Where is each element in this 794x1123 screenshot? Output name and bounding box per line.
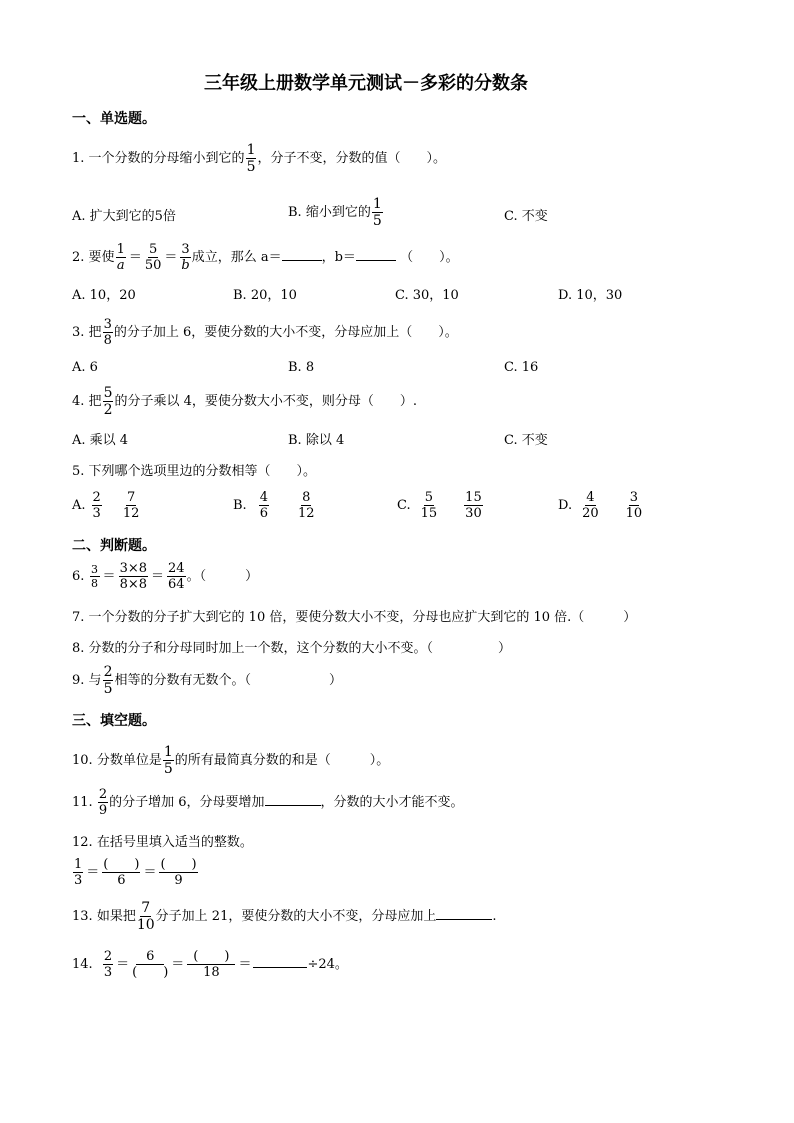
q1-option-a[interactable]: A. 扩大到它的5倍: [72, 209, 176, 224]
section-heading-single-choice: 一、单选题。: [72, 111, 156, 127]
question-5: [72, 465, 316, 478]
fraction: $\frac{1}{5}$: [246, 142, 256, 175]
q4-option-b[interactable]: B. 除以 4: [288, 433, 345, 448]
q2-option-d[interactable]: D. 10，30: [558, 288, 623, 303]
question-4: 4. 把 $\frac{5}{2}$ 的分子乘以 4，要使分数大小不变，则分母（ ）.: [72, 385, 418, 418]
section-heading-fill-blank: 三、填空题。: [72, 713, 156, 729]
question-number: 4.: [72, 394, 85, 409]
fraction: $\frac{3}{10}$: [625, 490, 643, 521]
question-12: [72, 836, 253, 849]
question-number: 2.: [72, 250, 85, 265]
fraction: $\frac{3}{8}$: [91, 563, 99, 590]
q1-option-b[interactable]: [288, 197, 384, 228]
fraction: $\frac{2}{3}$: [103, 949, 113, 980]
q5-option-c[interactable]: C. $\frac{5}{15}$ $\frac{15}{30}$: [397, 490, 482, 521]
question-14: 14. $\frac{2}{3}$ ＝ $\frac{6}{( )}$ ＝ $\frac{( )}{18}$ ＝ ÷24。: [72, 949, 348, 980]
question-text: 分数的分子和分母同时加上一个数，这个分数的大小不变。（ ）: [88, 641, 512, 656]
question-text: 要使: [88, 250, 115, 265]
option-text: B. 缩小到它的: [288, 205, 371, 220]
question-1: [72, 143, 446, 174]
question-6: 6. $\frac{3}{8}$ ＝ $\frac{3\times 8}{8\times 8}$ ＝ $\frac{24}{64}$ 。（ ）: [72, 561, 259, 592]
fraction: $\frac{7}{10}$: [136, 900, 155, 933]
fraction: $\frac{2}{9}$: [98, 787, 108, 818]
question-number: 3.: [72, 325, 85, 340]
q2-option-b[interactable]: B. 20，10: [233, 288, 297, 303]
fraction: $\frac{5}{50}$: [144, 242, 162, 273]
question-number: 10.: [72, 753, 93, 768]
fraction: $\frac{1}{3}$: [74, 857, 83, 888]
question-number: 12.: [72, 835, 93, 850]
question-text: 分子加上 21，要使分数的大小不变，分母应加上: [155, 909, 437, 924]
question-text: 一个分数的分子扩大到它的 10 倍，要使分数大小不变，分母也应扩大到它的 10 倍.（ ）: [88, 610, 637, 625]
question-text: ，分子不变，分数的值（ ）。: [257, 151, 446, 166]
question-text: 的所有最简真分数的和是（ ）。: [174, 753, 390, 768]
question-number: 9.: [72, 673, 85, 688]
q3-option-b[interactable]: B. 8: [288, 360, 315, 375]
answer-blank[interactable]: [436, 919, 492, 920]
answer-blank[interactable]: [265, 805, 321, 806]
page-title: 三年级上册数学单元测试－多彩的分数条: [204, 73, 528, 94]
answer-blank-a[interactable]: [282, 260, 322, 261]
question-text: 的分子乘以 4，要使分数大小不变，则分母（ ）.: [114, 394, 418, 409]
q4-option-a[interactable]: A. 乘以 4: [72, 433, 129, 448]
q1-option-c[interactable]: C. 不变: [504, 209, 548, 224]
answer-blank-b[interactable]: [356, 260, 396, 261]
fraction: $\frac{24}{64}$: [168, 561, 185, 592]
question-number: 14.: [72, 957, 93, 972]
q2-option-c[interactable]: C. 30，10: [395, 288, 459, 303]
q3-option-c[interactable]: C. 16: [504, 360, 539, 375]
fraction: $\frac{5}{15}$: [420, 490, 438, 521]
fraction: $\frac{8}{12}$: [297, 490, 315, 521]
fraction-blank[interactable]: $\frac{( )}{6}$: [103, 857, 140, 888]
q12-equation: $\frac{1}{3}$ ＝ $\frac{( )}{6}$ ＝ $\frac{( )}{9}$: [74, 857, 197, 888]
fraction: $\frac{1}{5}$: [163, 744, 173, 777]
fraction: $\frac{2}{3}$: [92, 490, 101, 521]
question-number: 7.: [72, 610, 85, 625]
fraction-blank[interactable]: $\frac{( )}{9}$: [160, 857, 197, 888]
fraction: $\frac{4}{20}$: [582, 490, 599, 521]
q5-option-b[interactable]: B. $\frac{4}{6}$ $\frac{8}{12}$: [233, 490, 315, 521]
question-number: 13.: [72, 909, 93, 924]
question-2: 2. 要使 $\frac{1}{a}$ ＝ $\frac{5}{50}$ ＝ $\frac{3}{b}$ 成立，那么 a＝ ，b＝ （ ）。: [72, 242, 459, 273]
question-10: 10. 分数单位是 $\frac{1}{5}$ 的所有最简真分数的和是（ ）。: [72, 744, 390, 777]
q2-option-a[interactable]: A. 10，20: [72, 288, 136, 303]
section-heading-true-false: 二、判断题。: [72, 538, 156, 554]
q3-option-a[interactable]: A. 6: [72, 360, 98, 375]
question-11: 11. $\frac{2}{9}$ 的分子增加 6，分母要增加 ，分数的大小才能不变。: [72, 787, 464, 818]
question-text: 在括号里填入适当的整数。: [96, 835, 253, 850]
question-3: 3. 把 $\frac{3}{8}$ 的分子加上 6，要使分数的大小不变，分母应加上（ ）。: [72, 317, 458, 348]
fraction: $\frac{4}{6}$: [259, 490, 268, 521]
question-number: 1.: [72, 151, 85, 166]
question-13: 13. 如果把 $\frac{7}{10}$ 分子加上 21，要使分数的大小不变，分母应加上 .: [72, 900, 497, 933]
question-number: 5.: [72, 464, 85, 479]
question-9: 9. 与 $\frac{2}{5}$ 相等的分数有无数个。（ ）: [72, 664, 342, 697]
question-number: 6.: [72, 569, 85, 584]
fraction-blank[interactable]: $\frac{6}{( )}$: [132, 949, 169, 980]
fraction-blank[interactable]: $\frac{( )}{18}$: [187, 950, 235, 979]
fraction: $\frac{1}{a}$: [116, 242, 125, 273]
fraction: $\frac{3}{8}$: [103, 317, 112, 348]
q5-option-a[interactable]: A. $\frac{2}{3}$ $\frac{7}{12}$: [72, 490, 140, 521]
fraction: $\frac{3}{b}$: [181, 242, 190, 273]
question-7: [72, 611, 636, 624]
fraction: $\frac{2}{5}$: [103, 664, 113, 697]
question-number: 11.: [72, 795, 93, 810]
question-8: [72, 642, 511, 655]
question-text: 的分子加上 6，要使分数的大小不变，分母应加上（ ）。: [113, 325, 458, 340]
q4-option-c[interactable]: C. 不变: [504, 433, 548, 448]
fraction: $\frac{7}{12}$: [122, 490, 140, 521]
answer-blank[interactable]: [253, 967, 307, 968]
question-text: 下列哪个选项里边的分数相等（ ）。: [88, 464, 317, 479]
fraction: $\frac{15}{30}$: [465, 490, 482, 521]
question-text: 相等的分数有无数个。（ ）: [114, 673, 342, 688]
question-number: 8.: [72, 641, 85, 656]
fraction: $\frac{1}{5}$: [372, 196, 382, 229]
q5-option-d[interactable]: D. $\frac{4}{20}$ $\frac{3}{10}$: [558, 490, 643, 521]
fraction: $\frac{5}{2}$: [103, 385, 113, 418]
question-text: 一个分数的分母缩小到它的: [88, 151, 245, 166]
fraction: $\frac{3\times 8}{8\times 8}$: [119, 561, 147, 592]
